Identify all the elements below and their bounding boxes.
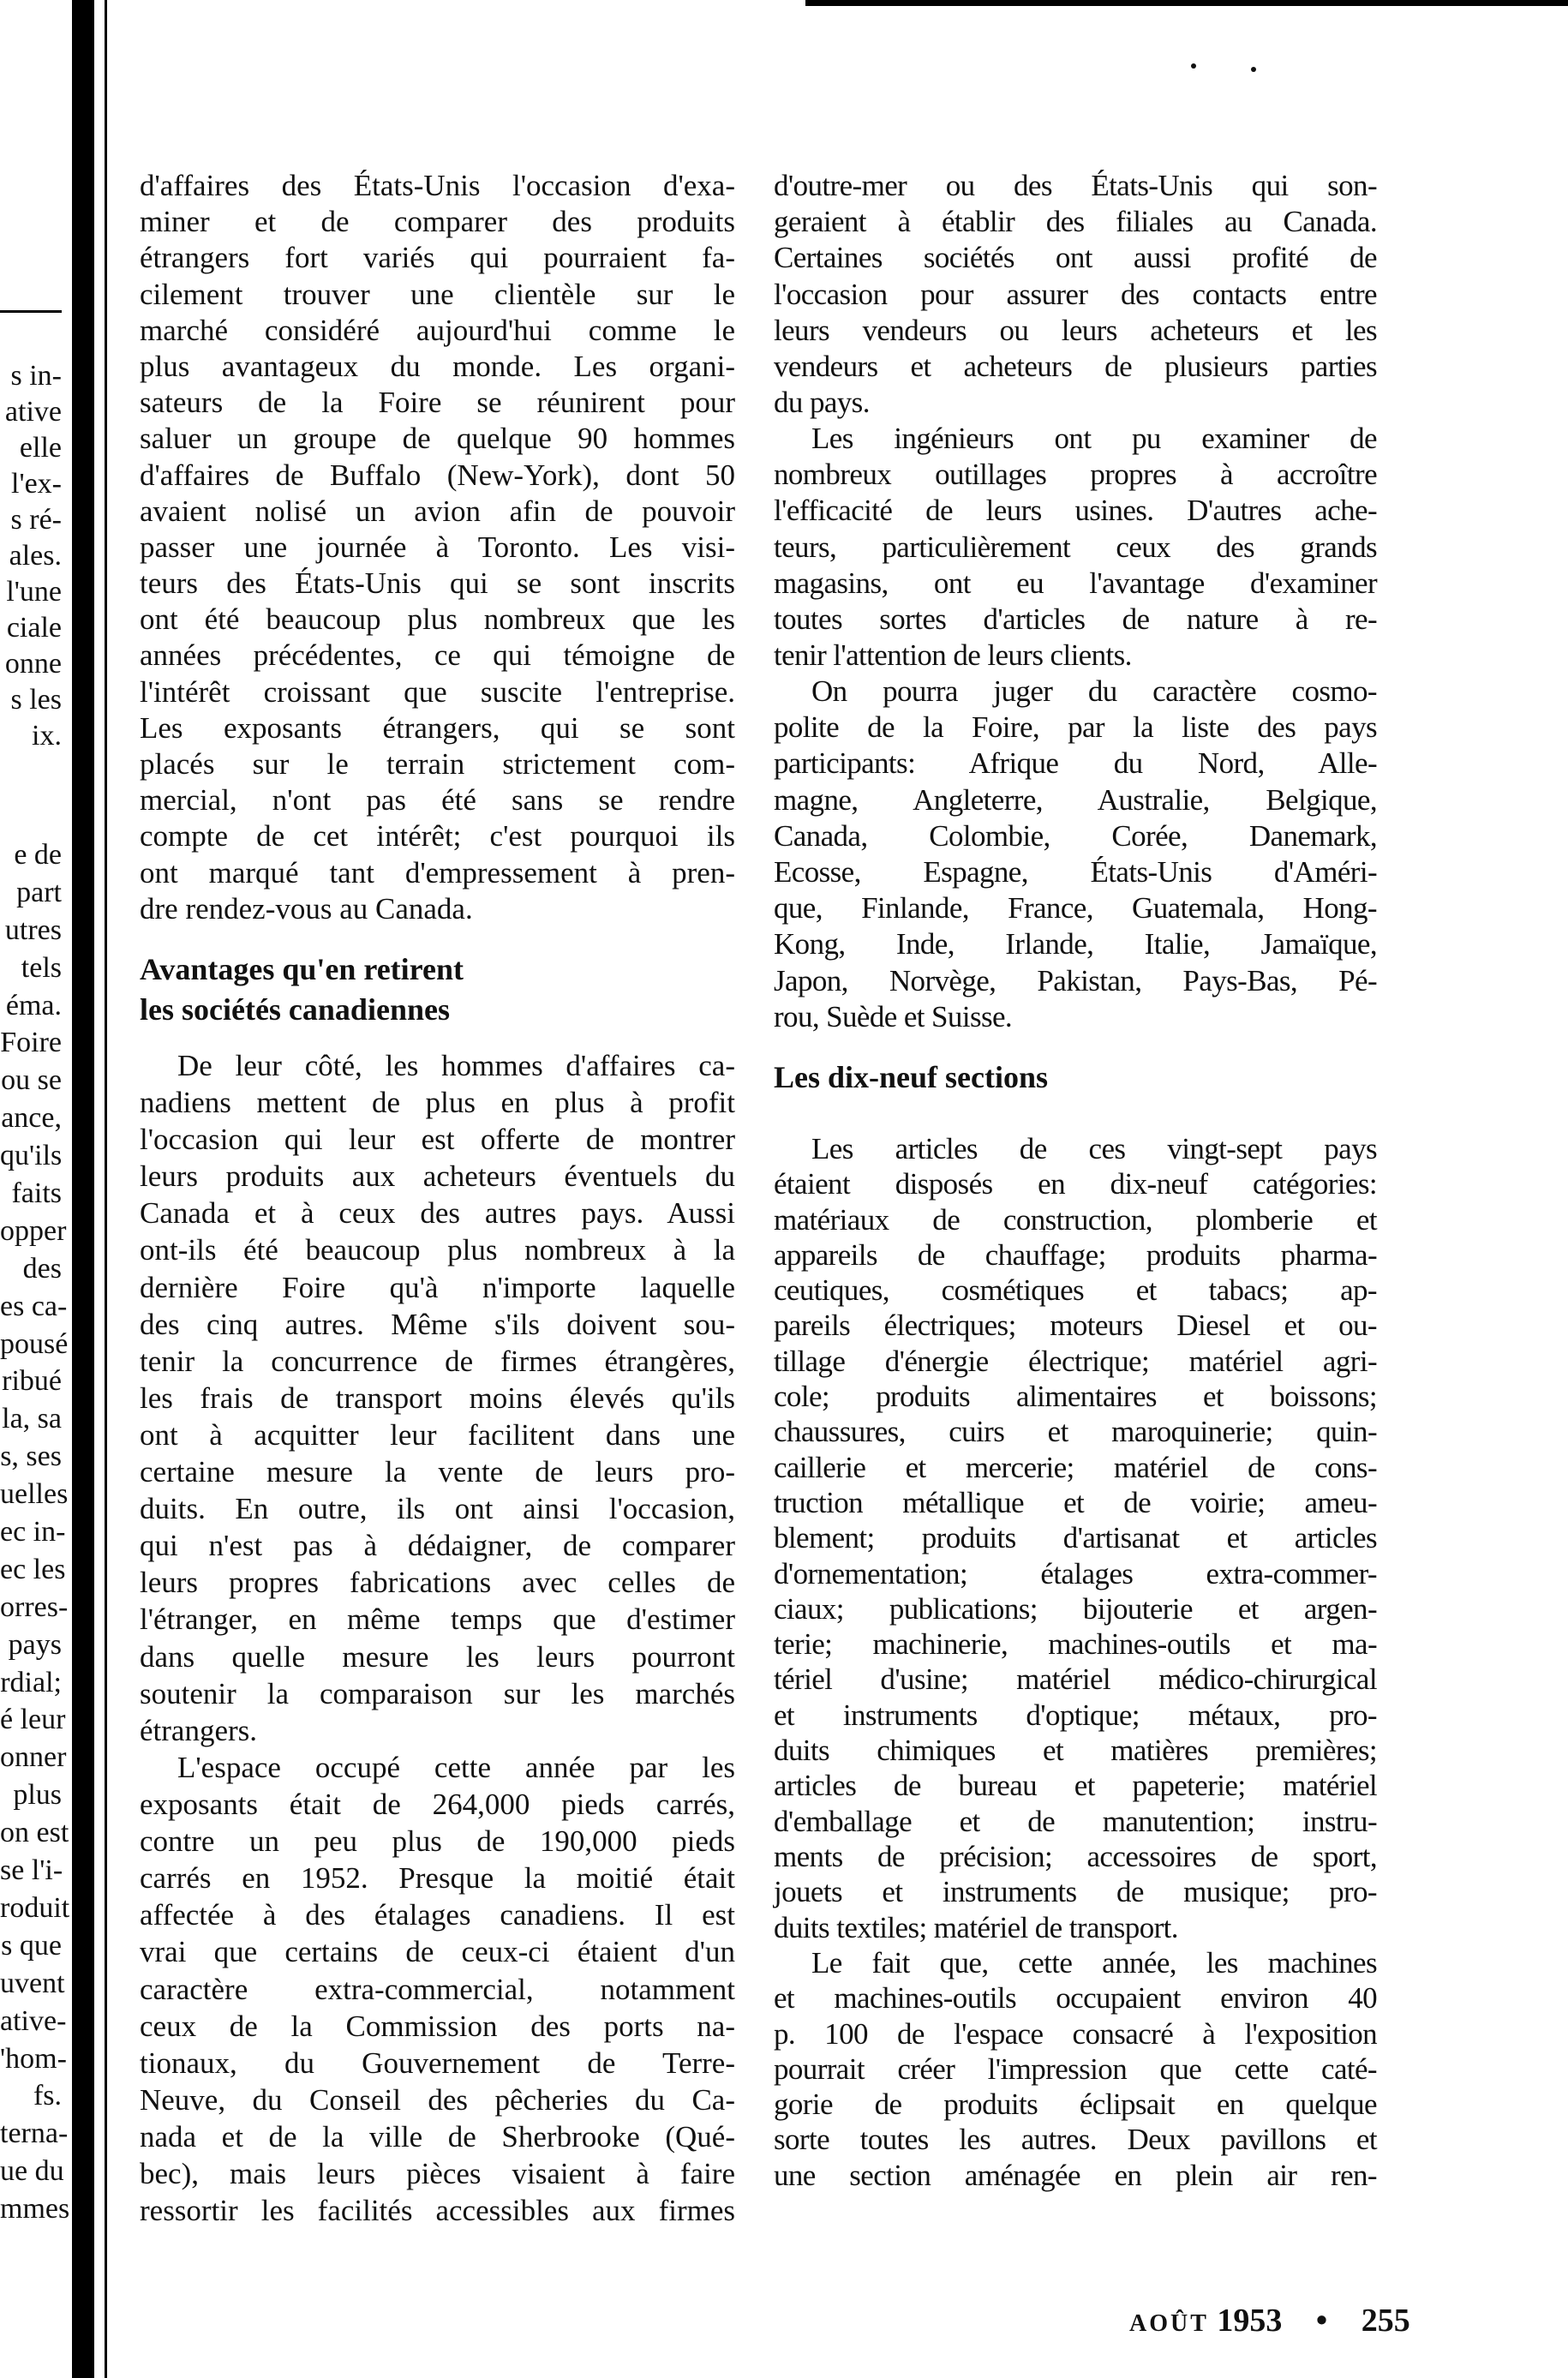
column2-paragraph-5 xyxy=(774,1945,1377,2193)
text-line: polite de la Foire, par la liste des pays xyxy=(774,710,1377,745)
scan-speck xyxy=(1251,67,1256,72)
text-line: ceutiques, cosmétiques et tabacs; ap- xyxy=(774,1273,1377,1308)
text-line: magasins, ont eu l'avantage d'examiner xyxy=(774,566,1377,600)
text-line: tériel d'usine; matériel médico-chirurgical xyxy=(774,1662,1377,1697)
left-fragment-group-1 xyxy=(0,358,62,754)
text-line: une section aménagée en plein air ren- xyxy=(774,2158,1377,2192)
text-line: matériaux de construction, plomberie et xyxy=(774,1202,1377,1237)
fragment-line: e de xyxy=(14,839,62,871)
fragment-line: uvent xyxy=(0,1967,65,1999)
fragment-line: s que xyxy=(1,1929,62,1962)
fragment-line: faits xyxy=(11,1177,62,1210)
text-line: dernière Foire qu'à n'importe laquelle xyxy=(140,1270,735,1304)
text-line: duits chimiques et matières premières; xyxy=(774,1734,1377,1768)
text-line: l'efficacité de leurs usines. D'autres ache- xyxy=(774,494,1377,528)
heading-line: Avantages qu'en retirent xyxy=(140,952,464,986)
text-line: ceux de la Commission des ports na- xyxy=(140,2009,735,2043)
text-line: tenir l'attention de leurs clients. xyxy=(774,638,1132,673)
text-line: dans quelle mesure les leurs pourront xyxy=(140,1639,735,1674)
text-line: ont-ils été beaucoup plus nombreux à la xyxy=(140,1233,735,1267)
text-line: l'occasion qui leur est offerte de montrer xyxy=(140,1123,735,1157)
text-line: Ecosse, Espagne, États-Unis d'Améri- xyxy=(774,854,1377,889)
text-line: placés sur le terrain strictement com- xyxy=(140,747,735,781)
text-line: miner et de comparer des produits xyxy=(140,205,735,239)
text-line: leurs produits aux acheteurs éventuels du xyxy=(140,1159,735,1194)
text-line: blement; produits d'artisanat et articles xyxy=(774,1521,1377,1555)
text-line: Canada et à ceux des autres pays. Aussi xyxy=(140,1196,735,1231)
fragment-line: plus xyxy=(13,1779,62,1812)
text-line: duits. En outre, ils ont ainsi l'occasion, xyxy=(140,1492,735,1526)
heading-line: Les dix-neuf sections xyxy=(774,1060,1049,1094)
text-line: Les articles de ces vingt-sept pays xyxy=(811,1132,1377,1165)
text-line: rou, Suède et Suisse. xyxy=(774,999,1013,1033)
column2-paragraph-1 xyxy=(774,168,1377,421)
fragment-line: s, ses xyxy=(0,1441,62,1473)
text-line: d'affaires des États-Unis l'occasion d'exa- xyxy=(140,169,735,202)
text-line: bec), mais leurs pièces visaient à faire xyxy=(140,2157,735,2191)
text-line: que, Finlande, France, Guatemala, Hong- xyxy=(774,891,1377,925)
text-line: ciaux; publications; bijouterie et argen- xyxy=(774,1591,1377,1626)
binding-edge-bar xyxy=(72,0,94,2378)
text-line: tillage d'énergie électrique; matériel agri- xyxy=(774,1344,1377,1378)
fragment-line: roduit xyxy=(0,1891,70,1924)
text-line: L'espace occupé cette année par les xyxy=(177,1751,735,1784)
fragment-line: se l'i- xyxy=(0,1854,63,1887)
footer-year: 1953 xyxy=(1217,2303,1283,2339)
text-line: vrai que certains de ceux-ci étaient d'un xyxy=(140,1935,735,1969)
text-line: ressortir les facilités accessibles aux firmes xyxy=(140,2194,735,2228)
text-line: ont marqué tant d'empressement à pren- xyxy=(140,855,735,890)
heading-line: les sociétés canadiennes xyxy=(140,992,450,1027)
fragment-line: uelles xyxy=(0,1478,69,1511)
fragment-line: ciale xyxy=(6,612,62,644)
text-line: cilement trouver une clientèle sur le xyxy=(140,277,735,311)
column2-paragraph-3 xyxy=(774,674,1377,1035)
text-line: saluer un groupe de quelque 90 hommes xyxy=(140,422,735,456)
text-line: teurs, particulièrement ceux des grands xyxy=(774,530,1377,564)
text-line: caractère extra-commercial, notamment xyxy=(140,1972,735,2006)
page-footer xyxy=(1129,2302,1410,2339)
text-line: contre un peu plus de 190,000 pieds xyxy=(140,1824,735,1859)
text-line: ont à acquitter leur facilitent dans une xyxy=(140,1417,735,1452)
fragment-line: s in- xyxy=(10,360,62,392)
fragment-line: utres xyxy=(4,913,62,946)
fragment-line: orres- xyxy=(0,1590,69,1623)
column1-paragraph-3 xyxy=(140,1749,735,2229)
fragment-line: é leur xyxy=(0,1704,66,1736)
text-line: sorte toutes les autres. Deux pavillons et xyxy=(774,2123,1377,2157)
fragment-line: es ca- xyxy=(0,1290,68,1322)
fragment-line: qu'ils xyxy=(0,1140,63,1172)
text-line: nada et de la ville de Sherbrooke (Qué- xyxy=(140,2119,735,2153)
text-line: leurs propres fabrications avec celles de xyxy=(140,1566,735,1600)
fragment-line: part xyxy=(16,876,62,908)
text-line: duits textiles; matériel de transport. xyxy=(774,1910,1178,1944)
fragment-line: ec les xyxy=(0,1553,66,1585)
text-line: l'étranger, en même temps que d'estimer xyxy=(140,1602,735,1637)
fragment-line: 'hom- xyxy=(0,2042,67,2075)
text-line: Canada, Colombie, Corée, Danemark, xyxy=(774,818,1377,853)
fragment-line: Foire xyxy=(0,1027,62,1059)
text-line: soutenir la comparaison sur les marchés xyxy=(140,1676,735,1710)
text-line: exposants était de 264,000 pieds carrés, xyxy=(140,1788,735,1822)
text-line: d'ornementation; étalages extra-commer- xyxy=(774,1556,1377,1590)
text-line: On pourra juger du caractère cosmo- xyxy=(811,674,1377,708)
text-line: chaussures, cuirs et maroquinerie; quin- xyxy=(774,1415,1377,1449)
text-line: d'emballage et de manutention; instru- xyxy=(774,1804,1377,1838)
text-line: les frais de transport moins élevés qu'ils xyxy=(140,1381,735,1415)
text-line: Neuve, du Conseil des pêcheries du Ca- xyxy=(140,2082,735,2117)
fragment-line: fs. xyxy=(33,2080,62,2112)
fragment-line: ue du xyxy=(0,2155,64,2188)
text-line: Certaines sociétés ont aussi profité de xyxy=(774,241,1377,275)
fragment-line: l'ex- xyxy=(11,468,62,500)
text-line: Japon, Norvège, Pakistan, Pays-Bas, Pé- xyxy=(774,963,1377,997)
text-line: Les ingénieurs ont pu examiner de xyxy=(811,422,1377,455)
text-line: magne, Angleterre, Australie, Belgique, xyxy=(774,782,1377,817)
fragment-line: onne xyxy=(4,648,62,680)
fragment-line: opper xyxy=(0,1214,67,1247)
left-fragment-group-2 xyxy=(0,836,70,2228)
fragment-line: mmes xyxy=(0,2193,70,2225)
binding-edge-line xyxy=(105,0,107,2378)
text-line: gorie de produits éclipsait en quelque xyxy=(774,2087,1377,2122)
text-line: articles de bureau et papeterie; matériel xyxy=(774,1769,1377,1803)
text-line: cole; produits alimentaires et boissons; xyxy=(774,1380,1377,1414)
scan-speck xyxy=(1191,63,1196,69)
text-line: p. 100 de l'espace consacré à l'exposition xyxy=(774,2016,1377,2051)
text-line: étaient disposés en dix-neuf catégories: xyxy=(774,1167,1377,1201)
fragment-line: onner xyxy=(0,1741,67,1774)
fragment-line: pays xyxy=(8,1628,62,1661)
text-line: l'occasion pour assurer des contacts entre xyxy=(774,277,1377,311)
footer-month: AOÛT xyxy=(1129,2310,1209,2337)
text-line: carrés en 1952. Presque la moitié était xyxy=(140,1861,735,1896)
text-line: l'intérêt croissant que suscite l'entreprise. xyxy=(140,674,735,709)
text-line: De leur côté, les hommes d'affaires ca- xyxy=(177,1049,735,1082)
column1-paragraph-2 xyxy=(140,1047,735,1749)
text-line: du pays. xyxy=(774,386,870,420)
fragment-line: on est xyxy=(0,1817,69,1849)
text-line: teurs des États-Unis qui se sont inscrits xyxy=(140,566,735,601)
fragment-line: tels xyxy=(21,951,62,984)
text-line: geraient à établir des filiales au Canada. xyxy=(774,205,1377,239)
fragment-line: elle xyxy=(19,432,62,464)
text-line: compte de cet intérêt; c'est pourquoi ils xyxy=(140,819,735,854)
text-line: pourrait créer l'impression que cette caté- xyxy=(774,2052,1377,2086)
text-line: étrangers. xyxy=(140,1713,258,1747)
text-line: vendeurs et acheteurs de plusieurs parties xyxy=(774,349,1377,383)
text-line: nombreux outillages propres à accroître xyxy=(774,458,1377,492)
text-line: ments de précision; accessoires de sport, xyxy=(774,1839,1377,1873)
column1-paragraph-1 xyxy=(140,168,735,927)
fragment-line: l'une xyxy=(6,576,62,608)
section-heading-avantages xyxy=(140,949,464,1030)
fragment-line: éma. xyxy=(5,989,62,1021)
text-line: truction métallique et de voirie; ameu- xyxy=(774,1485,1377,1519)
text-line: Les exposants étrangers, qui se sont xyxy=(140,710,735,745)
text-line: leurs vendeurs ou leurs acheteurs et les xyxy=(774,313,1377,347)
fragment-line: la, sa xyxy=(2,1403,62,1435)
text-line: Le fait que, cette année, les machines xyxy=(811,1946,1377,1980)
fragment-line: ec in- xyxy=(0,1516,66,1548)
fragment-line: ative- xyxy=(0,2004,67,2037)
text-line: années précédentes, ce qui témoigne de xyxy=(140,638,735,673)
fragment-line: ribué xyxy=(2,1365,62,1398)
text-line: d'outre-mer ou des États-Unis qui son- xyxy=(774,169,1377,202)
footer-separator: • xyxy=(1315,2303,1328,2339)
text-line: sateurs de la Foire se réunirent pour xyxy=(140,386,735,420)
text-line: certaine mesure la vente de leurs pro- xyxy=(140,1455,735,1489)
text-line: qui n'est pas à dédaigner, de comparer xyxy=(140,1529,735,1563)
fragment-line: s les xyxy=(10,684,62,716)
text-line: plus avantageux du monde. Les organi- xyxy=(140,349,735,383)
fragment-line: pousé xyxy=(0,1327,69,1360)
top-rule xyxy=(805,0,1568,6)
text-line: caillerie et mercerie; matériel de cons- xyxy=(774,1450,1377,1484)
fragment-rule xyxy=(0,310,62,313)
fragment-line: s ré- xyxy=(10,504,62,536)
text-line: affectée à des étalages canadiens. Il est xyxy=(140,1898,735,1932)
text-line: marché considéré aujourd'hui comme le xyxy=(140,313,735,347)
text-line: étrangers fort variés qui pourraient fa- xyxy=(140,241,735,275)
text-line: dre rendez-vous au Canada. xyxy=(140,891,473,925)
fragment-line: rdial; xyxy=(0,1666,62,1698)
fragment-line: ales. xyxy=(9,540,62,572)
text-line: d'affaires de Buffalo (New-York), dont 50 xyxy=(140,458,735,492)
fragment-line: terna- xyxy=(0,2117,69,2150)
fragment-line: ix. xyxy=(32,720,62,752)
page-number: 255 xyxy=(1361,2303,1410,2339)
text-line: avaient nolisé un avion afin de pouvoir xyxy=(140,494,735,528)
section-heading-dix-neuf xyxy=(774,1059,1048,1095)
column2-paragraph-4 xyxy=(774,1131,1377,1945)
text-line: et instruments d'optique; métaux, pro- xyxy=(774,1698,1377,1732)
text-line: tenir la concurrence de firmes étrangères, xyxy=(140,1344,735,1378)
text-line: pareils électriques; moteurs Diesel et ou- xyxy=(774,1309,1377,1343)
text-line: tionaux, du Gouvernement de Terre- xyxy=(140,2046,735,2080)
fragment-line: ative xyxy=(4,396,62,428)
fragment-line: des xyxy=(22,1252,62,1285)
text-line: passer une journée à Toronto. Les visi- xyxy=(140,530,735,564)
text-line: jouets et instruments de musique; pro- xyxy=(774,1875,1377,1909)
text-line: mercial, n'ont pas été sans se rendre xyxy=(140,783,735,818)
text-line: participants: Afrique du Nord, Alle- xyxy=(774,746,1377,781)
text-line: nadiens mettent de plus en plus à profit xyxy=(140,1086,735,1120)
text-line: appareils de chauffage; produits pharma- xyxy=(774,1237,1377,1272)
text-line: Kong, Inde, Irlande, Italie, Jamaïque, xyxy=(774,927,1377,961)
text-line: terie; machinerie, machines-outils et ma- xyxy=(774,1627,1377,1662)
column2-paragraph-2 xyxy=(774,421,1377,674)
text-line: ont été beaucoup plus nombreux que les xyxy=(140,602,735,637)
text-line: et machines-outils occupaient environ 40 xyxy=(774,1981,1377,2016)
text-line: des cinq autres. Même s'ils doivent sou- xyxy=(140,1307,735,1341)
fragment-line: ance, xyxy=(1,1102,62,1135)
text-line: toutes sortes d'articles de nature à re- xyxy=(774,602,1377,636)
fragment-line: ou se xyxy=(1,1064,62,1097)
